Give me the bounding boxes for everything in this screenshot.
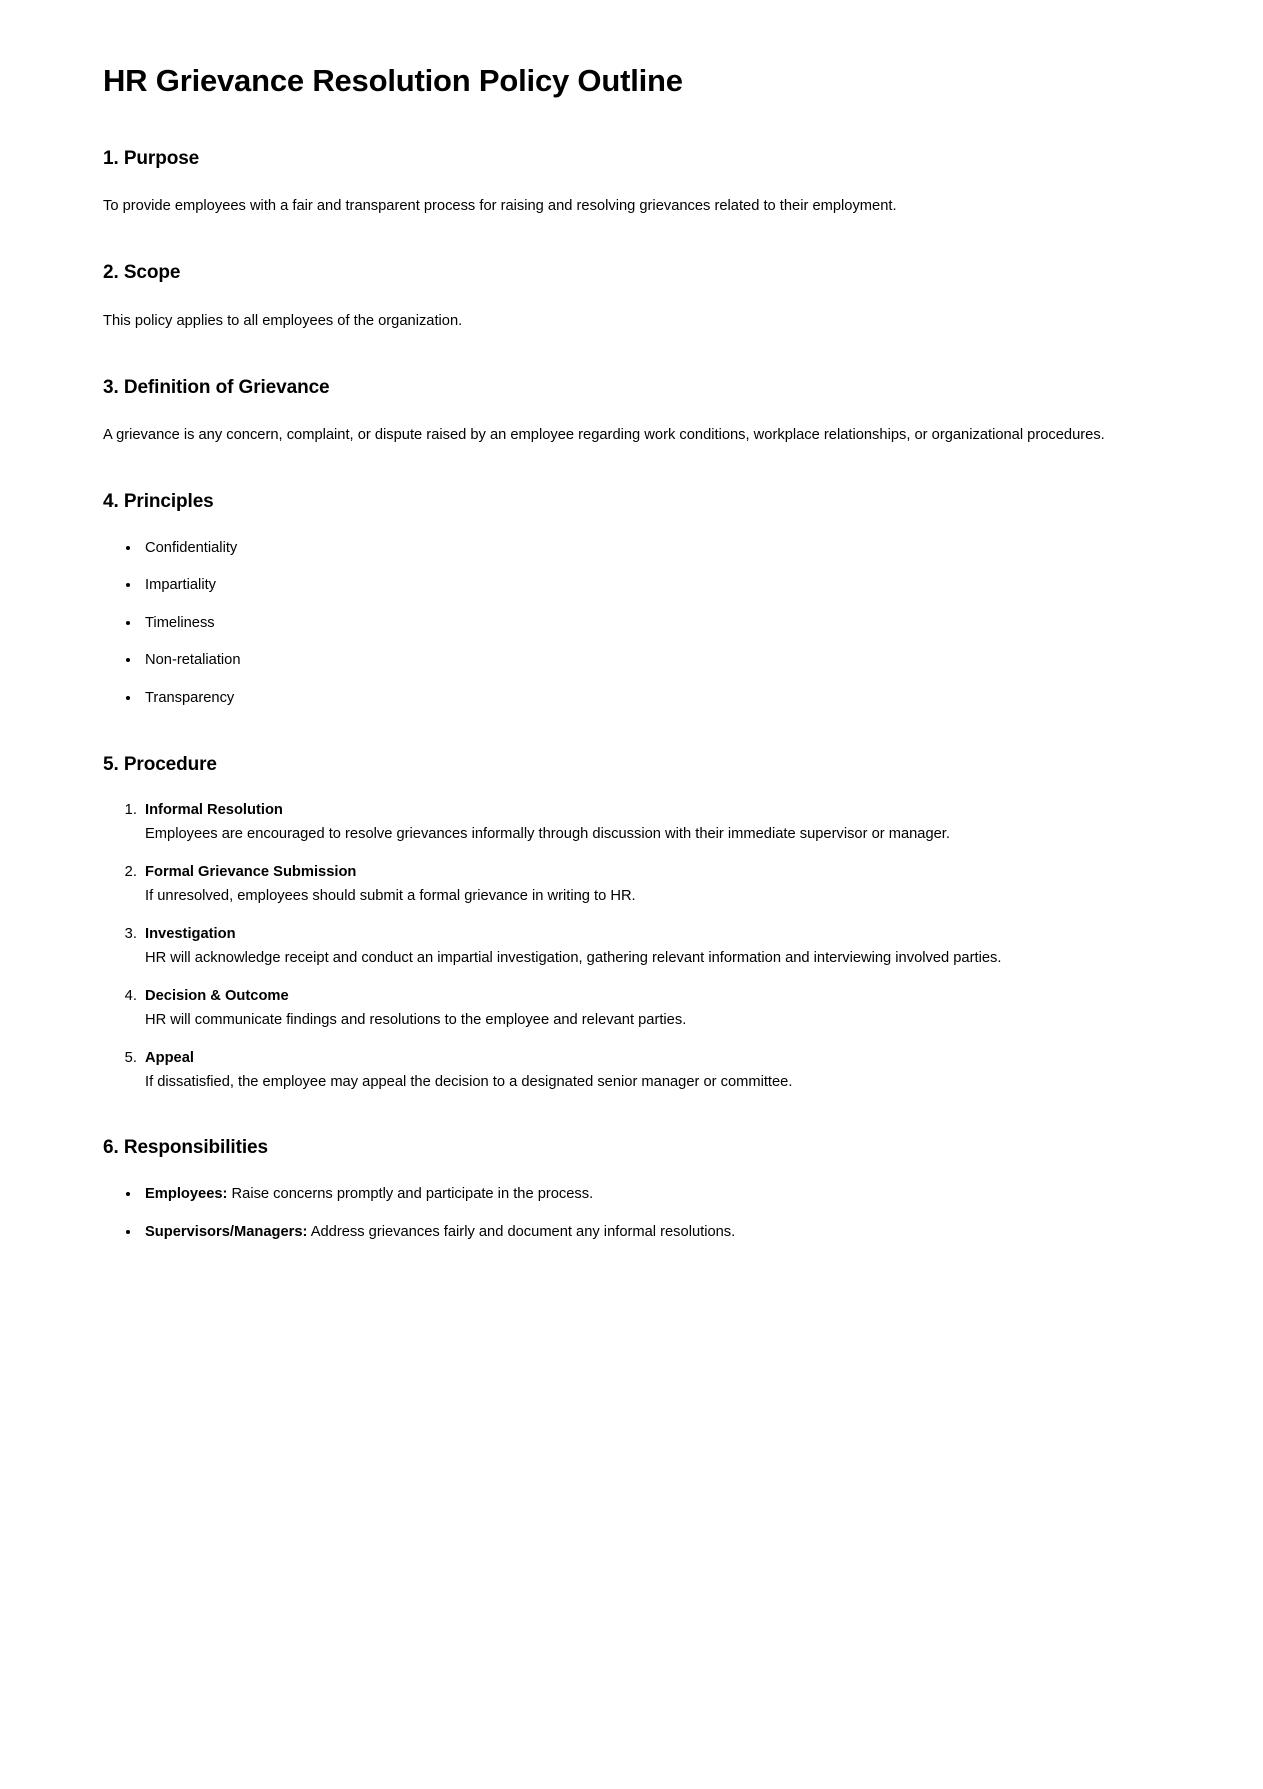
list-item: • Timeliness: [141, 612, 1113, 636]
step-description: If dissatisfied, the employee may appeal the decision to a designated senior manager or committee.: [145, 1073, 793, 1090]
step-description: Employees are encouraged to resolve grievances informally through discussion with their immediate supervisor or manager.: [145, 825, 950, 842]
list-item: [141, 1221, 1113, 1245]
procedure-list: [103, 799, 1113, 1094]
section-heading-principles: 4. Principles: [103, 491, 214, 513]
section-paragraph-scope: This policy applies to all employees of the organization.: [103, 312, 463, 329]
section-heading-responsibilities: 6. Responsibilities: [103, 1137, 268, 1159]
step-description: HR will communicate findings and resolutions to the employee and relevant parties.: [145, 1011, 687, 1028]
section-heading-purpose: 1. Purpose: [103, 147, 200, 169]
list-item: • Transparency: [141, 687, 1113, 711]
list-item: [141, 985, 1113, 1032]
section-heading-procedure: 5. Procedure: [103, 753, 217, 775]
section-paragraph-purpose: To provide employees with a fair and transparent process for raising and resolving grievances related to their employment.: [103, 198, 897, 215]
section-scope: [103, 261, 1113, 334]
list-item: • Confidentiality: [141, 537, 1113, 561]
list-item: [141, 861, 1113, 908]
step-title: 1. Informal Resolution: [145, 802, 283, 819]
responsibility-label: Supervisors/Managers:: [145, 1223, 308, 1240]
list-item: • Impartiality: [141, 574, 1113, 598]
step-title: 2. Formal Grievance Submission: [145, 864, 357, 881]
list-item: [141, 799, 1113, 846]
responsibilities-list: [103, 1183, 1113, 1244]
section-heading-definition: 3. Definition of Grievance: [103, 376, 330, 398]
principles-list: [103, 537, 1113, 711]
responsibility-text: Raise concerns promptly and participate in the process.: [231, 1186, 594, 1203]
step-title: 4. Decision & Outcome: [145, 988, 289, 1005]
responsibility-text: Address grievances fairly and document any informal resolutions.: [310, 1223, 736, 1240]
section-responsibilities: [103, 1136, 1113, 1244]
section-definition: [103, 376, 1113, 449]
section-principles: [103, 490, 1113, 710]
list-item: • Non-retaliation: [141, 649, 1113, 673]
responsibility-label: Employees:: [145, 1186, 228, 1203]
section-purpose: [103, 147, 1113, 220]
section-procedure: [103, 753, 1113, 1095]
step-title: 3. Investigation: [145, 926, 236, 943]
list-item: [141, 923, 1113, 970]
list-item: [141, 1183, 1113, 1207]
page-title: HR Grievance Resolution Policy Outline: [103, 63, 683, 98]
section-paragraph-definition: A grievance is any concern, complaint, or dispute raised by an employee regarding work conditions, workplace relationships, or organizational procedures.: [103, 427, 1105, 444]
step-description: HR will acknowledge receipt and conduct an impartial investigation, gathering relevant information and interviewing involved parties.: [145, 949, 1002, 966]
list-item: [141, 1047, 1113, 1094]
step-description: If unresolved, employees should submit a formal grievance in writing to HR.: [145, 887, 636, 904]
step-title: 5. Appeal: [145, 1050, 194, 1067]
section-heading-scope: 2. Scope: [103, 262, 181, 284]
